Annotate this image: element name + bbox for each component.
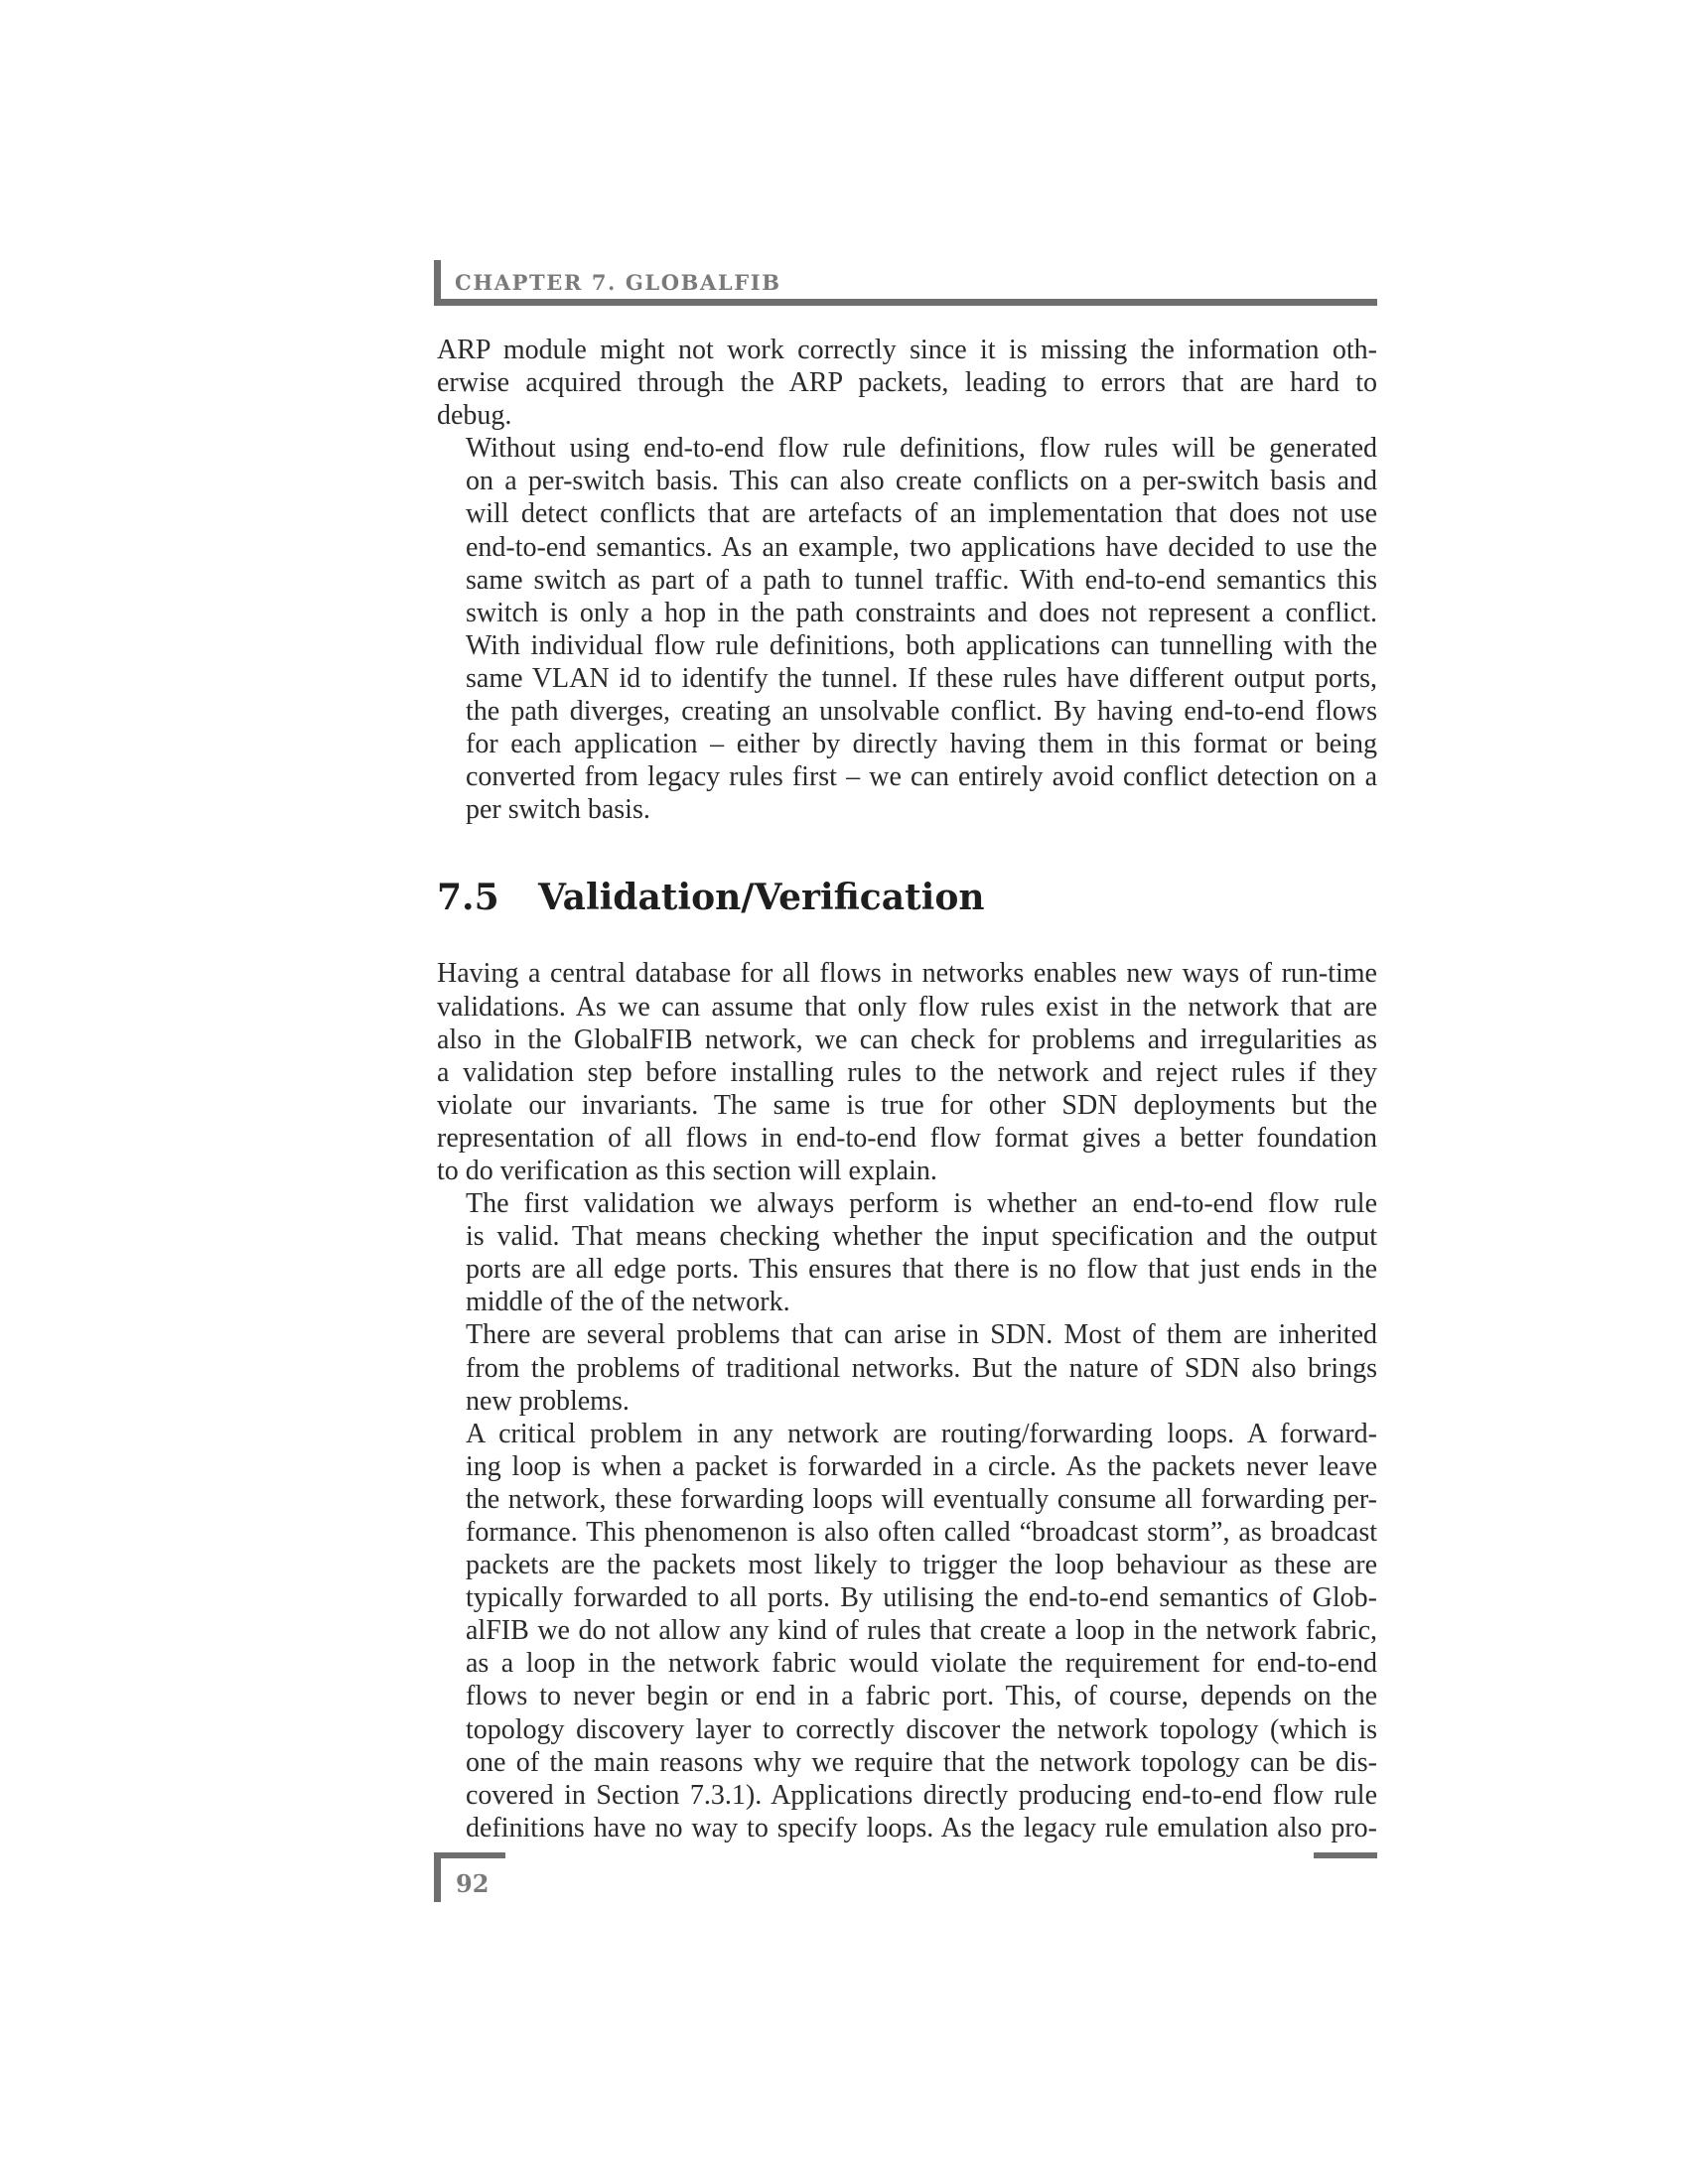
text-line: end-to-end semantics. As an example, two applications have decided to use the [466, 531, 1377, 563]
text-line: formance. This phenomenon is also often called “broadcast storm”, as broadcast [466, 1517, 1377, 1548]
text-line: is valid. That means checking whether the input specification and the output [466, 1221, 1377, 1253]
header-rule-horizontal [434, 299, 1377, 306]
text-line: a validation step before installing rules to the network and reject rules if they [437, 1056, 1377, 1088]
text-line: the network, these forwarding loops will eventually consume all forwarding per- [466, 1483, 1377, 1515]
text-line: switch is only a hop in the path constraints and does not represent a conflict. [466, 597, 1377, 628]
text-line: as a loop in the network fabric would violate the requirement for end-to-end [466, 1648, 1377, 1680]
text-line: The first validation we always perform is whether an end-to-end flow rule [466, 1188, 1377, 1220]
text-line: also in the GlobalFIB network, we can check for problems and irregularities as [437, 1024, 1377, 1055]
text-line: same VLAN id to identify the tunnel. If these rules have different output ports, [466, 662, 1377, 694]
text-line: new problems. [466, 1385, 630, 1417]
text-line: for each application – either by directly having them in this format or being [466, 729, 1377, 760]
footer-rule-right [1314, 1852, 1377, 1858]
paragraph-continuation [437, 334, 1377, 432]
text-line: flows to never begin or end in a fabric port. This, of course, depends on the [466, 1681, 1377, 1712]
text-line: will detect conflicts that are artefacts of an implementation that does not use [466, 498, 1377, 530]
text-line: representation of all flows in end-to-end flow format gives a better foundation [437, 1122, 1377, 1154]
text-line: Without using end-to-end flow rule definitions, flow rules will be generated [466, 433, 1377, 465]
text-line: ARP module might not work correctly since it is missing the information oth- [437, 335, 1377, 365]
text-line: With individual flow rule definitions, both applications can tunnelling with the [466, 629, 1377, 661]
text-line: covered in Section 7.3.1). Applications directly producing end-to-end flow rule [466, 1779, 1377, 1811]
text-line: per switch basis. [466, 794, 650, 826]
footer-rule-vertical [434, 1852, 441, 1902]
text-line: erwise acquired through the ARP packets, leading to errors that are hard to [437, 367, 1377, 399]
text-line: topology discovery layer to correctly discover the network topology (which is [466, 1713, 1377, 1745]
text-line: packets are the packets most likely to trigger the loop behaviour as these are [466, 1550, 1377, 1581]
paragraph-central-database [437, 957, 1377, 1187]
text-line: A critical problem in any network are routing/forwarding loops. A forward- [466, 1418, 1377, 1449]
running-head: CHAPTER 7. GLOBALFIB [455, 270, 781, 295]
text-line: middle of the of the network. [466, 1287, 790, 1318]
text-line: same switch as part of a path to tunnel traffic. With end-to-end semantics this [466, 564, 1377, 596]
text-line: to do verification as this section will explain. [437, 1155, 937, 1186]
text-line: from the problems of traditional networks. But the nature of SDN also brings [466, 1352, 1377, 1384]
text-line: definitions have no way to specify loops. As the legacy rule emulation also pro- [466, 1812, 1377, 1843]
paragraph-forwarding-loops [437, 1418, 1377, 1844]
text-line: alFIB we do not allow any kind of rules that create a loop in the network fabric, [466, 1615, 1377, 1647]
section-heading [437, 876, 1377, 919]
text-line: one of the main reasons why we require that the network topology can be dis- [466, 1746, 1377, 1778]
text-line: converted from legacy rules first – we can entirely avoid conflict detection on a [466, 761, 1377, 793]
paragraph-per-switch [437, 432, 1377, 826]
text-line: typically forwarded to all ports. By utilising the end-to-end semantics of Glob- [466, 1582, 1377, 1614]
text-line: ports are all edge ports. This ensures that there is no flow that just ends in the [466, 1254, 1377, 1286]
paragraph-sdn-problems [437, 1318, 1377, 1417]
text-line: the path diverges, creating an unsolvable conflict. By having end-to-end flows [466, 696, 1377, 728]
text-line: violate our invariants. The same is true for other SDN deployments but the [437, 1089, 1377, 1121]
page-body [437, 334, 1377, 1844]
text-line: There are several problems that can arise in SDN. Most of them are inherited [466, 1319, 1377, 1351]
text-line: debug. [437, 400, 512, 432]
section-number: 7.5 [437, 877, 499, 919]
footer-rule-left [434, 1852, 505, 1858]
text-line: validations. As we can assume that only flow rules exist in the network that are [437, 991, 1377, 1023]
text-line: on a per-switch basis. This can also create conflicts on a per-switch basis and [466, 466, 1377, 497]
text-line: Having a central database for all flows in networks enables new ways of run-time [437, 958, 1377, 990]
text-line: ing loop is when a packet is forwarded in a circle. As the packets never leave [466, 1450, 1377, 1482]
section-title: Validation/Verification [538, 877, 985, 919]
page-number: 92 [456, 1869, 490, 1898]
paragraph-first-validation [437, 1187, 1377, 1318]
